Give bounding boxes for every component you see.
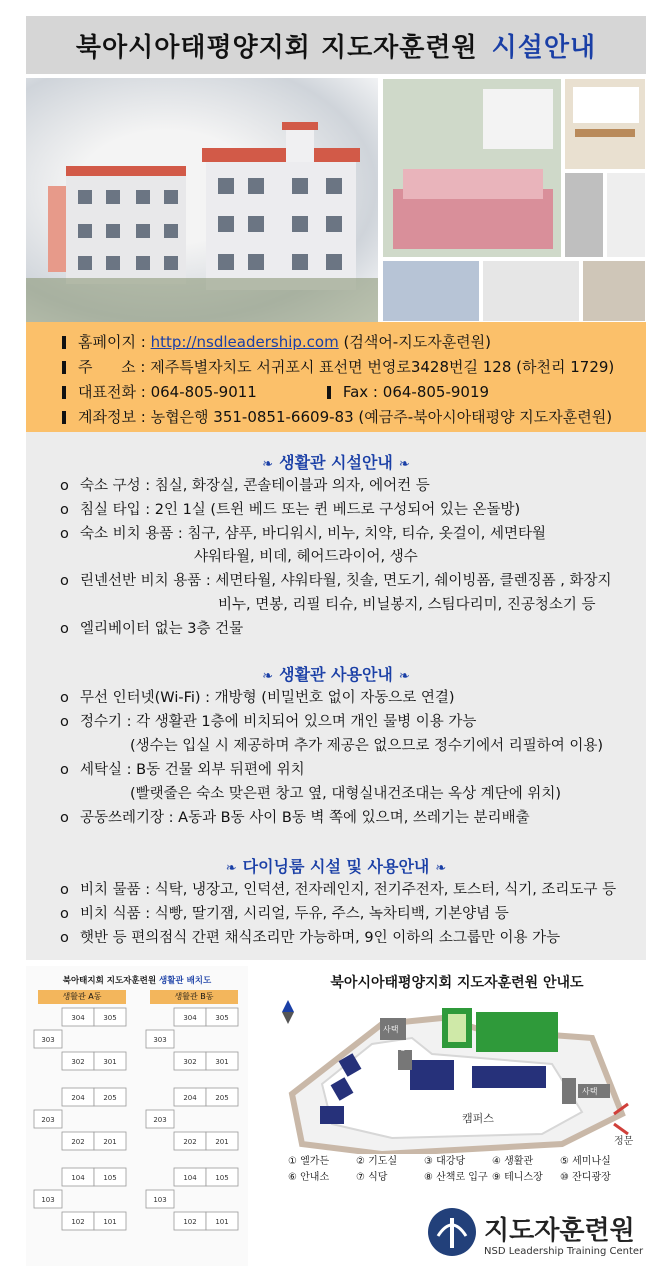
room-photo-rack — [582, 260, 646, 322]
room-number: 204 — [183, 1094, 197, 1102]
room-number: 104 — [71, 1174, 85, 1182]
page-title-main: 북아시아태평양지회 지도자훈련원 — [75, 32, 478, 63]
building-photo — [26, 78, 378, 322]
room-number: 103 — [41, 1196, 55, 1204]
bullet-icon — [62, 361, 66, 374]
room-number: 101 — [215, 1218, 229, 1226]
svg-text:캠퍼스: 캠퍼스 — [462, 1112, 494, 1125]
room-number: 101 — [103, 1218, 117, 1226]
room-number: 304 — [71, 1014, 85, 1022]
room-number: 102 — [71, 1218, 85, 1226]
building-a-label: 생활관 A동 — [38, 990, 126, 1004]
logo-english-text: NSD Leadership Training Center — [484, 1246, 644, 1257]
room-number: 105 — [103, 1174, 117, 1182]
photo-collage — [26, 78, 646, 322]
room-photo-supplies — [382, 260, 480, 322]
page-title-accent: 시설안내 — [491, 32, 597, 63]
room-number: 303 — [153, 1036, 167, 1044]
map-legend: ① 엘가든 ② 기도실 ③ 대강당 ④ 생활관 ⑤ 세미나실 ⑥ 안내소 ⑦ 식당 ⑧ 산책로 입구 ⑨ 테니스장 ⑩ 잔디광장 — [288, 1156, 611, 1183]
ornament-icon: ❧ — [398, 669, 410, 684]
ornament-icon: ❧ — [262, 457, 274, 472]
address-row: 주 소 : 제주특별자치도 서귀포시 표선면 번영로3428번길 128 (하천리 1729) — [62, 355, 646, 380]
logo-text: 지도자훈련원 — [484, 1216, 635, 1246]
bullet-icon — [62, 336, 66, 349]
list-item: o 숙소 구성 : 침실, 화장실, 콘솔테이블과 의자, 에어컨 등 — [60, 478, 430, 494]
list-item: o 비치 물품 : 식탁, 냉장고, 인덕션, 전자레인지, 전기주전자, 토스터, 식기, 조리도구 등 — [60, 882, 617, 898]
room-photo-bed — [382, 78, 562, 258]
building-b-label: 생활관 B동 — [150, 990, 238, 1004]
room-number: 304 — [183, 1014, 197, 1022]
bullet-icon — [327, 386, 331, 399]
list-item: o 침실 타입 : 2인 1실 (트윈 베드 또는 퀸 베드로 구성되어 있는 온돌방) — [60, 502, 521, 518]
list-item: o 정수기 : 각 생활관 1층에 비치되어 있으며 개인 물병 이용 가능 — [60, 714, 477, 730]
room-photo-desk — [564, 78, 646, 170]
list-item: o 세탁실 : B동 건물 외부 뒤편에 위치 — [60, 762, 305, 778]
list-item: o 숙소 비치 용품 : 침구, 샴푸, 바디워시, 비누, 치약, 티슈, 옷걸이, 세면타월 — [60, 526, 547, 542]
list-item-continued: (생수는 입실 시 제공하며 추가 제공은 없으므로 정수기에서 리필하여 이용) — [130, 738, 604, 754]
ornament-icon: ❧ — [225, 861, 237, 876]
room-number: 105 — [215, 1174, 229, 1182]
list-item-continued: (빨랫줄은 숙소 맞은편 창고 옆, 대형실내건조대는 옥상 계단에 위치) — [130, 786, 561, 802]
logo — [426, 1204, 656, 1264]
room-number: 305 — [103, 1014, 117, 1022]
list-item: o 엘리베이터 없는 3층 건물 — [60, 621, 244, 637]
ornament-icon: ❧ — [398, 457, 410, 472]
contact-info — [26, 322, 646, 432]
room-number: 303 — [41, 1036, 55, 1044]
svg-text:사택: 사택 — [383, 1025, 399, 1034]
map-title: 북아시아태평양지회 지도자훈련원 안내도 — [330, 975, 584, 991]
maps-area — [26, 966, 646, 1266]
section-title-living-usage: ❧ 생활관 사용안내 ❧ — [262, 665, 410, 684]
room-number: 305 — [215, 1014, 229, 1022]
room-number: 202 — [183, 1138, 197, 1146]
room-photo-toilet — [606, 172, 646, 258]
phone-row: 대표전화 : 064-805-9011 Fax : 064-805-9019 — [62, 380, 646, 405]
section-title-dining: ❧ 다이닝룸 시설 및 사용안내 ❧ — [225, 857, 447, 876]
room-number: 205 — [103, 1094, 117, 1102]
room-number: 301 — [103, 1058, 117, 1066]
room-number: 104 — [183, 1174, 197, 1182]
page-title — [26, 16, 646, 74]
list-item: o 무선 인터넷(Wi-Fi) : 개방형 (비밀번호 없이 자동으로 연결) — [60, 690, 455, 706]
floor-plan-title: 북아태지회 지도자훈련원 생활관 배치도 — [62, 976, 212, 986]
homepage-link[interactable]: http://nsdleadership.com — [150, 333, 339, 351]
ornament-icon: ❧ — [435, 861, 447, 876]
list-item: o 비치 식품 : 식빵, 딸기잼, 시리얼, 두유, 주스, 녹차티백, 기본양념 등 — [60, 906, 509, 922]
room-number: 103 — [153, 1196, 167, 1204]
account-row: 계좌정보 : 농협은행 351-0851-6609-83 (예금주-북아시아태평양 지도자훈련원) — [62, 405, 646, 430]
list-item: o 햇반 등 편의점식 간편 채식조리만 가능하며, 9인 이하의 소그룹만 이용 가능 — [60, 930, 561, 946]
room-number: 201 — [103, 1138, 117, 1146]
room-number: 202 — [71, 1138, 85, 1146]
campus-map — [262, 966, 652, 1266]
bullet-icon — [62, 411, 66, 424]
bullet-icon — [62, 386, 66, 399]
svg-text:창고: 창고 — [398, 1043, 416, 1053]
svg-text:사택: 사택 — [582, 1087, 598, 1096]
room-photo-hangers — [482, 260, 580, 322]
room-number: 201 — [215, 1138, 229, 1146]
homepage-row: 홈페이지 : http://nsdleadership.com (검색어-지도자훈련원) — [62, 330, 646, 355]
floor-grid — [26, 1006, 248, 1266]
room-number: 203 — [41, 1116, 55, 1124]
svg-text:정문: 정문 — [614, 1136, 634, 1147]
guide-sections — [26, 432, 646, 960]
section-title-living-facility: ❧ 생활관 시설안내 ❧ — [262, 453, 410, 472]
room-number: 203 — [153, 1116, 167, 1124]
room-number: 205 — [215, 1094, 229, 1102]
room-number: 102 — [183, 1218, 197, 1226]
church-logo-icon — [426, 1206, 478, 1258]
room-photo-sink — [564, 172, 604, 258]
floor-plan — [26, 966, 248, 1266]
campus-map-drawing — [262, 994, 652, 1154]
room-number: 302 — [183, 1058, 197, 1066]
list-item: o 공동쓰레기장 : A동과 B동 사이 B동 벽 쪽에 있으며, 쓰레기는 분리배출 — [60, 810, 530, 826]
list-item: o 린넨선반 비치 용품 : 세면타월, 샤워타월, 칫솔, 면도기, 쉐이빙폼, 클렌징폼 , 화장지 — [60, 573, 612, 589]
room-number: 204 — [71, 1094, 85, 1102]
room-number: 301 — [215, 1058, 229, 1066]
compass-icon — [282, 1000, 294, 1024]
ornament-icon: ❧ — [262, 669, 274, 684]
room-number: 302 — [71, 1058, 85, 1066]
list-item-continued: 비누, 면봉, 리필 티슈, 비닐봉지, 스팀다리미, 진공청소기 등 — [218, 597, 596, 613]
list-item-continued: 샤워타월, 비데, 헤어드라이어, 생수 — [194, 549, 418, 565]
